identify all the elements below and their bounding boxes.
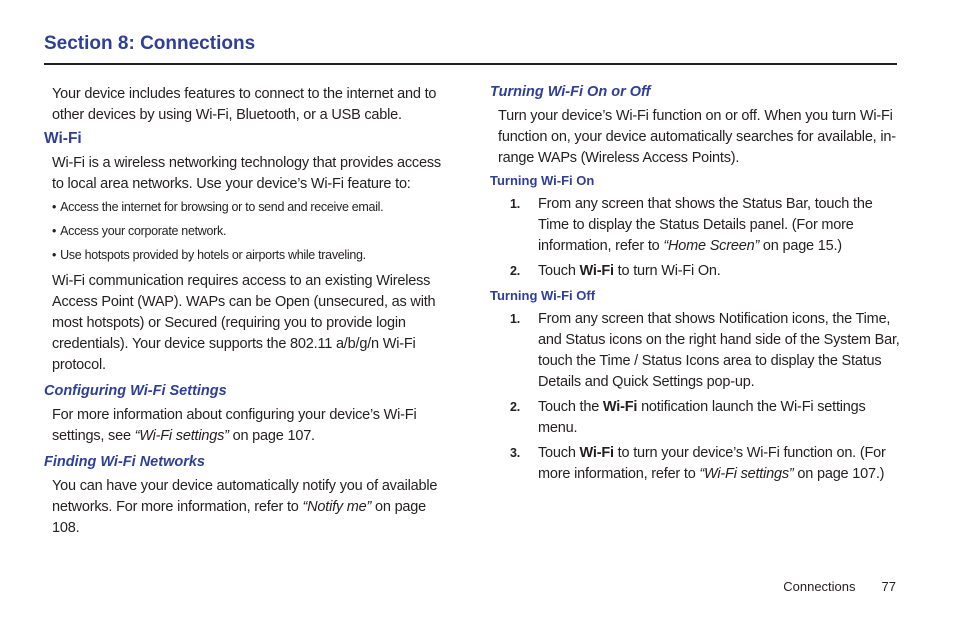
footer-section-name: Connections [783, 579, 856, 594]
configuring-heading: Configuring Wi-Fi Settings [44, 383, 227, 399]
bullet-icon: • [52, 200, 57, 214]
wifi-heading: Wi-Fi [44, 130, 82, 147]
home-screen-reference-link[interactable]: “Home Screen” [663, 238, 760, 254]
turning-off-heading: Turning Wi-Fi Off [490, 288, 596, 303]
step-item: 2. Touch Wi-Fi to turn Wi-Fi On. [510, 263, 721, 279]
wap-paragraph: Wi-Fi communication requires access to an existing Wireless Access Point (WAP). WAPs can be Open (unsecured, as with most hotspots) or Secured (requiring you to provide login credentials). Your device supports the 802.11 a/b/g/n Wi-Fi protocol. [52, 273, 436, 373]
wifi-uses-list [52, 199, 454, 263]
bullet-icon: • [52, 224, 57, 238]
right-column [490, 84, 900, 491]
wifi-settings-reference-link[interactable]: “Wi-Fi settings” [134, 428, 229, 444]
wifi-settings-reference-link[interactable]: “Wi-Fi settings” [699, 466, 794, 482]
turning-on-steps [490, 194, 900, 282]
finding-heading: Finding Wi-Fi Networks [44, 454, 205, 470]
finding-paragraph: You can have your device automatically notify you of available networks. For more information, refer to “Notify me” on page 108. [52, 478, 438, 536]
step-item: 3. Touch Wi-Fi to turn your device’s Wi-Fi function on. (For more information, refer to “Wi-Fi settings” on page 107.) [510, 445, 886, 482]
step-item: 2. Touch the Wi-Fi notification launch the Wi-Fi settings menu. [510, 399, 866, 436]
page-title: Section 8: Connections [44, 33, 256, 54]
turning-off-steps [490, 309, 900, 485]
configuring-paragraph: For more information about configuring your device’s Wi-Fi settings, see “Wi-Fi settings” on page 107. [52, 407, 417, 444]
list-item: • Access the internet for browsing or to send and receive email. [52, 200, 384, 214]
title-divider [44, 63, 897, 65]
page-footer [783, 579, 896, 594]
turning-on-heading: Turning Wi-Fi On [490, 173, 595, 188]
intro-paragraph: Your device includes features to connect to the internet and to other devices by using Wi-Fi, Bluetooth, or a USB cable. [52, 86, 437, 123]
left-column [44, 84, 454, 543]
bullet-icon: • [52, 248, 57, 262]
list-item: • Access your corporate network. [52, 224, 227, 238]
page-number: 77 [881, 579, 896, 594]
list-item: • Use hotspots provided by hotels or airports while traveling. [52, 248, 366, 262]
notify-me-reference-link[interactable]: “Notify me” [302, 499, 372, 515]
turning-on-off-paragraph: Turn your device’s Wi-Fi function on or off. When you turn Wi-Fi function on, your device automatically searches for available, in-range WAPs (Wireless Access Points). [498, 108, 896, 166]
wifi-intro-paragraph: Wi-Fi is a wireless networking technology that provides access to local area networks. Use your device’s Wi-Fi feature to: [52, 155, 441, 192]
step-item: 1. From any screen that shows Notification icons, the Time, and Status icons on the right hand side of the System Bar, touch the Time / Status Icons area to display the Status Details and Quick Settings pop-up. [510, 311, 900, 390]
step-item: 1. From any screen that shows the Status Bar, touch the Time to display the Status Details panel. (For more information, refer to “Home Screen” on page 15.) [510, 196, 873, 254]
turning-on-off-heading: Turning Wi-Fi On or Off [490, 84, 651, 100]
